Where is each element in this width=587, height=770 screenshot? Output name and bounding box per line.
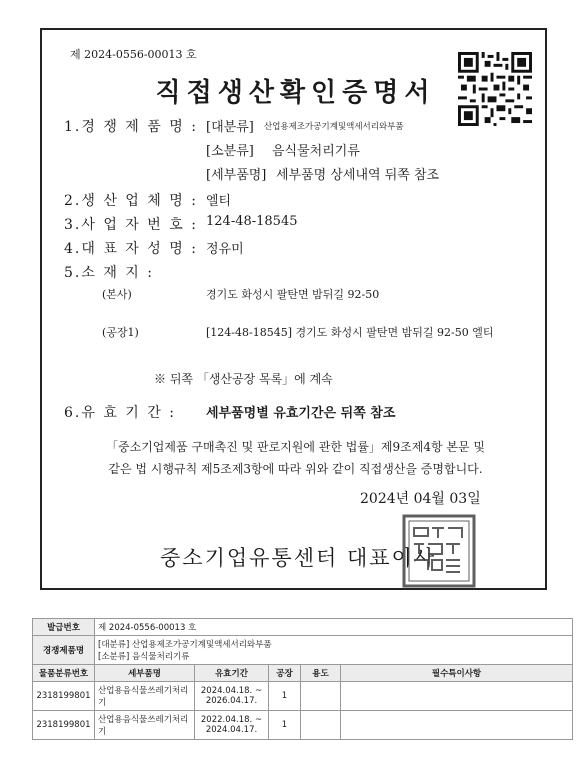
cell-name: 산업용음식물쓰레기처리기 [95,682,195,711]
major-class-key: [대분류] [206,120,254,135]
cell-note [341,682,573,711]
column-header: 용도 [301,665,341,682]
factory-list-note: ※ 뒤쪽 「생산공장 목록」에 계속 [154,372,333,386]
cell-factory: 1 [269,682,301,711]
hq-label: (본사) [102,288,132,301]
hq-address: 경기도 화성시 팔탄면 밤뒤길 92-50 [206,288,380,301]
cell-use [301,711,341,740]
location-label: 5.소 재 지 : [64,265,154,281]
column-header: 세부품명 [95,665,195,682]
column-header: 공장 [269,665,301,682]
product-major-line: [대분류] 산업용제조가공기계및액세서리와부품 [98,640,272,650]
qr-code-icon [458,52,532,126]
certificate-frame [40,28,547,590]
validity-label: 6.유 효 기 간 : [64,405,176,421]
major-class-value: 산업용제조가공기계및액세서리와부품 [264,122,404,132]
cell-factory: 1 [269,711,301,740]
official-seal-icon [402,514,476,588]
ceo-value: 정유미 [206,242,244,257]
issuer-name: 중소기업유통센터 대표이사 [160,546,437,570]
product-minor-line: [소분류] 음식물처리기류 [98,652,190,662]
issue-date: 2024년 04월 03일 [360,491,481,507]
cell-name: 산업용음식물쓰레기처리기 [95,711,195,740]
factory-address: [124-48-18545] 경기도 화성시 팔탄면 밤뒤길 92-50 엘티 [206,326,494,339]
issue-number-label: 발급번호 [33,619,95,636]
period-start: 2022.04.18. ~ [200,715,263,725]
cell-note [341,711,573,740]
company-label: 2.생 산 업 체 명 : [64,193,198,209]
law-text-line1: 「중소기업제품 구매촉진 및 판로지원에 관한 법률」제9조제4항 본문 및 [106,440,485,454]
bizno-label: 3.사 업 자 번 호 : [64,217,198,233]
column-header: 물품분류번호 [33,665,95,682]
minor-class-value: 음식물처리기류 [272,144,360,159]
document-number: 제 2024-0556-00013 호 [70,48,197,61]
ceo-label: 4.대 표 자 성 명 : [64,241,198,257]
issue-number-row [33,619,573,636]
detail-table-section [32,618,572,740]
law-text-line2: 같은 법 시행규칙 제5조제3항에 따라 위와 같이 직접생산을 증명합니다. [108,462,483,476]
cell-period [195,682,269,711]
cell-code: 2318199801 [33,682,95,711]
document-title: 직접생산확인증명서 [155,78,436,108]
detail-class-value: 세부품명 상세내역 뒤쪽 참조 [276,168,440,183]
issue-number-value: 제 2024-0556-00013 호 [95,619,573,636]
detail-table [32,618,573,740]
table-row [33,711,573,740]
column-header: 필수특이사항 [341,665,573,682]
product-label: 1.경 쟁 제 품 명 : [64,119,198,135]
bizno-value: 124-48-18545 [206,214,298,229]
cell-code: 2318199801 [33,711,95,740]
column-header: 유효기간 [195,665,269,682]
detail-class-key: [세부품명] [206,168,267,183]
validity-value: 세부품명별 유효기간은 뒤쪽 참조 [206,406,396,421]
table-header-row [33,665,573,682]
period-end: 2024.04.17. [205,725,258,735]
company-value: 엘티 [206,194,232,209]
minor-class-key: [소분류] [206,144,254,159]
factory-label: (공장1) [102,326,139,339]
product-row [33,636,573,665]
product-name-label: 경쟁제품명 [33,636,95,665]
product-name-value [95,636,573,665]
period-end: 2026.04.17. [205,696,258,706]
cell-period [195,711,269,740]
cell-use [301,682,341,711]
period-start: 2024.04.18. ~ [200,686,263,696]
table-row [33,682,573,711]
